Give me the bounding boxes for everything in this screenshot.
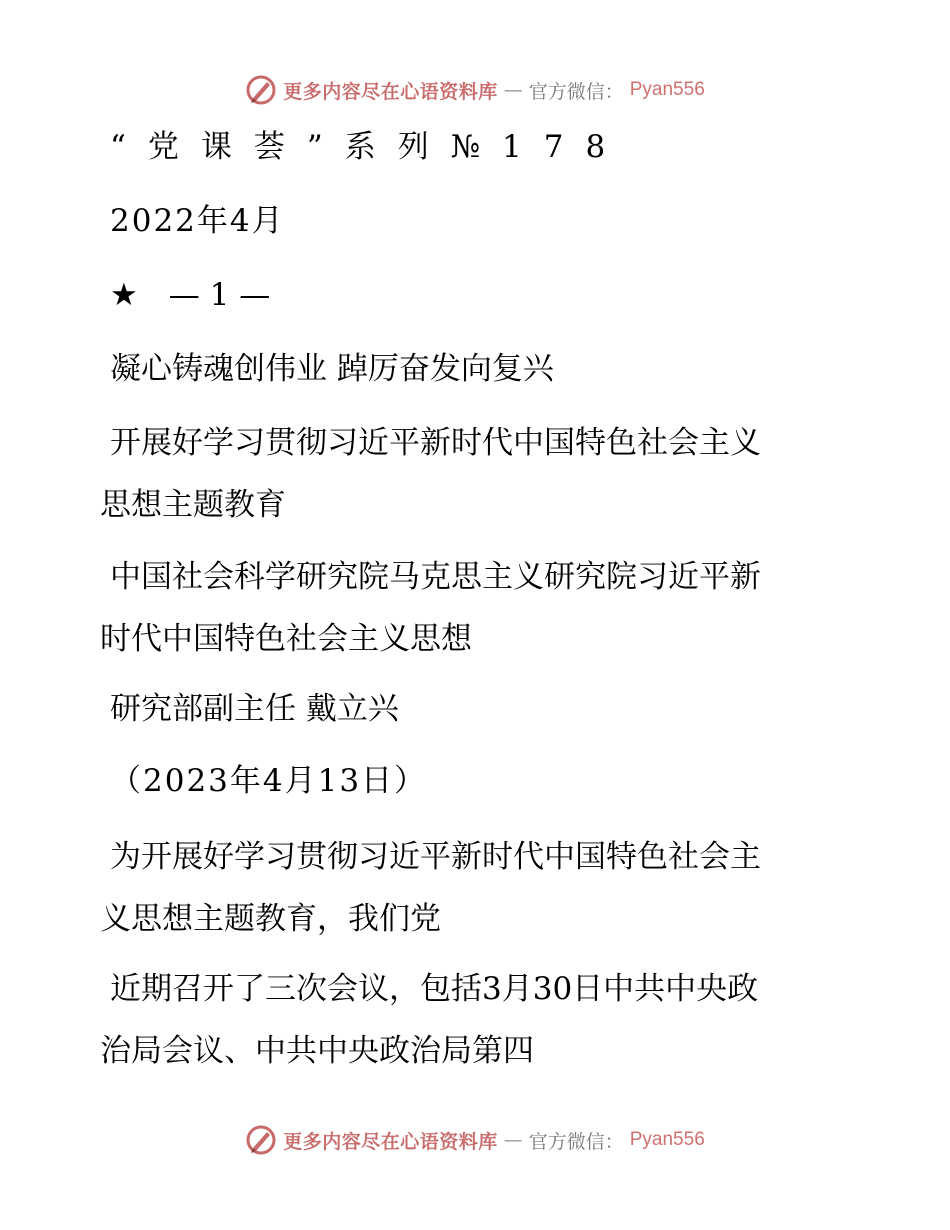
paragraph-2-line-2: 治局会议、中共中央政治局第四 xyxy=(100,1033,534,1069)
paragraph-1-line-2: 义思想主题教育，我们党 xyxy=(100,901,441,937)
affiliation-line-1: 中国社会科学研究院马克思主义研究院习近平新 xyxy=(110,559,761,595)
banner-dash: — xyxy=(503,79,523,101)
affiliation-line-2: 时代中国特色社会主义思想 xyxy=(100,621,472,657)
banner-text: 更多内容尽在心语资料库 xyxy=(283,1130,498,1153)
author-affiliation xyxy=(100,546,840,670)
banner-dash: — xyxy=(503,1129,523,1151)
banner-wechat-id: Pyan556 xyxy=(629,79,705,100)
paragraph-1-line-1: 为开展好学习贯彻习近平新时代中国特色社会主 xyxy=(110,839,761,875)
article-title: 凝心铸魂创伟业 踔厉奋发向复兴 xyxy=(110,351,554,387)
author-name: 研究部副主任 戴立兴 xyxy=(110,691,399,727)
footer-banner xyxy=(0,1120,950,1160)
banner-wechat-label: 官方微信： xyxy=(528,1130,624,1153)
subtitle-line-1: 开展好学习贯彻习近平新时代中国特色社会主义 xyxy=(110,425,761,461)
page-marker: ★ — 1 — xyxy=(110,277,271,313)
pen-logo-icon xyxy=(245,74,277,106)
speech-date: （2023年4月13日） xyxy=(110,763,428,799)
paragraph-2 xyxy=(100,958,840,1082)
article-subtitle xyxy=(100,412,840,536)
issue-date: 2022年4月 xyxy=(110,203,285,239)
series-title: “党课荟”系列№178 xyxy=(110,129,628,165)
banner-text: 更多内容尽在心语资料库 xyxy=(283,80,498,103)
subtitle-line-2: 思想主题教育 xyxy=(100,487,286,523)
paragraph-2-line-1: 近期召开了三次会议，包括3月30日中共中央政 xyxy=(110,971,759,1007)
pen-logo-icon xyxy=(245,1124,277,1156)
banner-wechat-id: Pyan556 xyxy=(629,1129,705,1150)
banner-wechat-label: 官方微信： xyxy=(528,80,624,103)
header-banner xyxy=(0,70,950,110)
paragraph-1 xyxy=(100,826,840,950)
